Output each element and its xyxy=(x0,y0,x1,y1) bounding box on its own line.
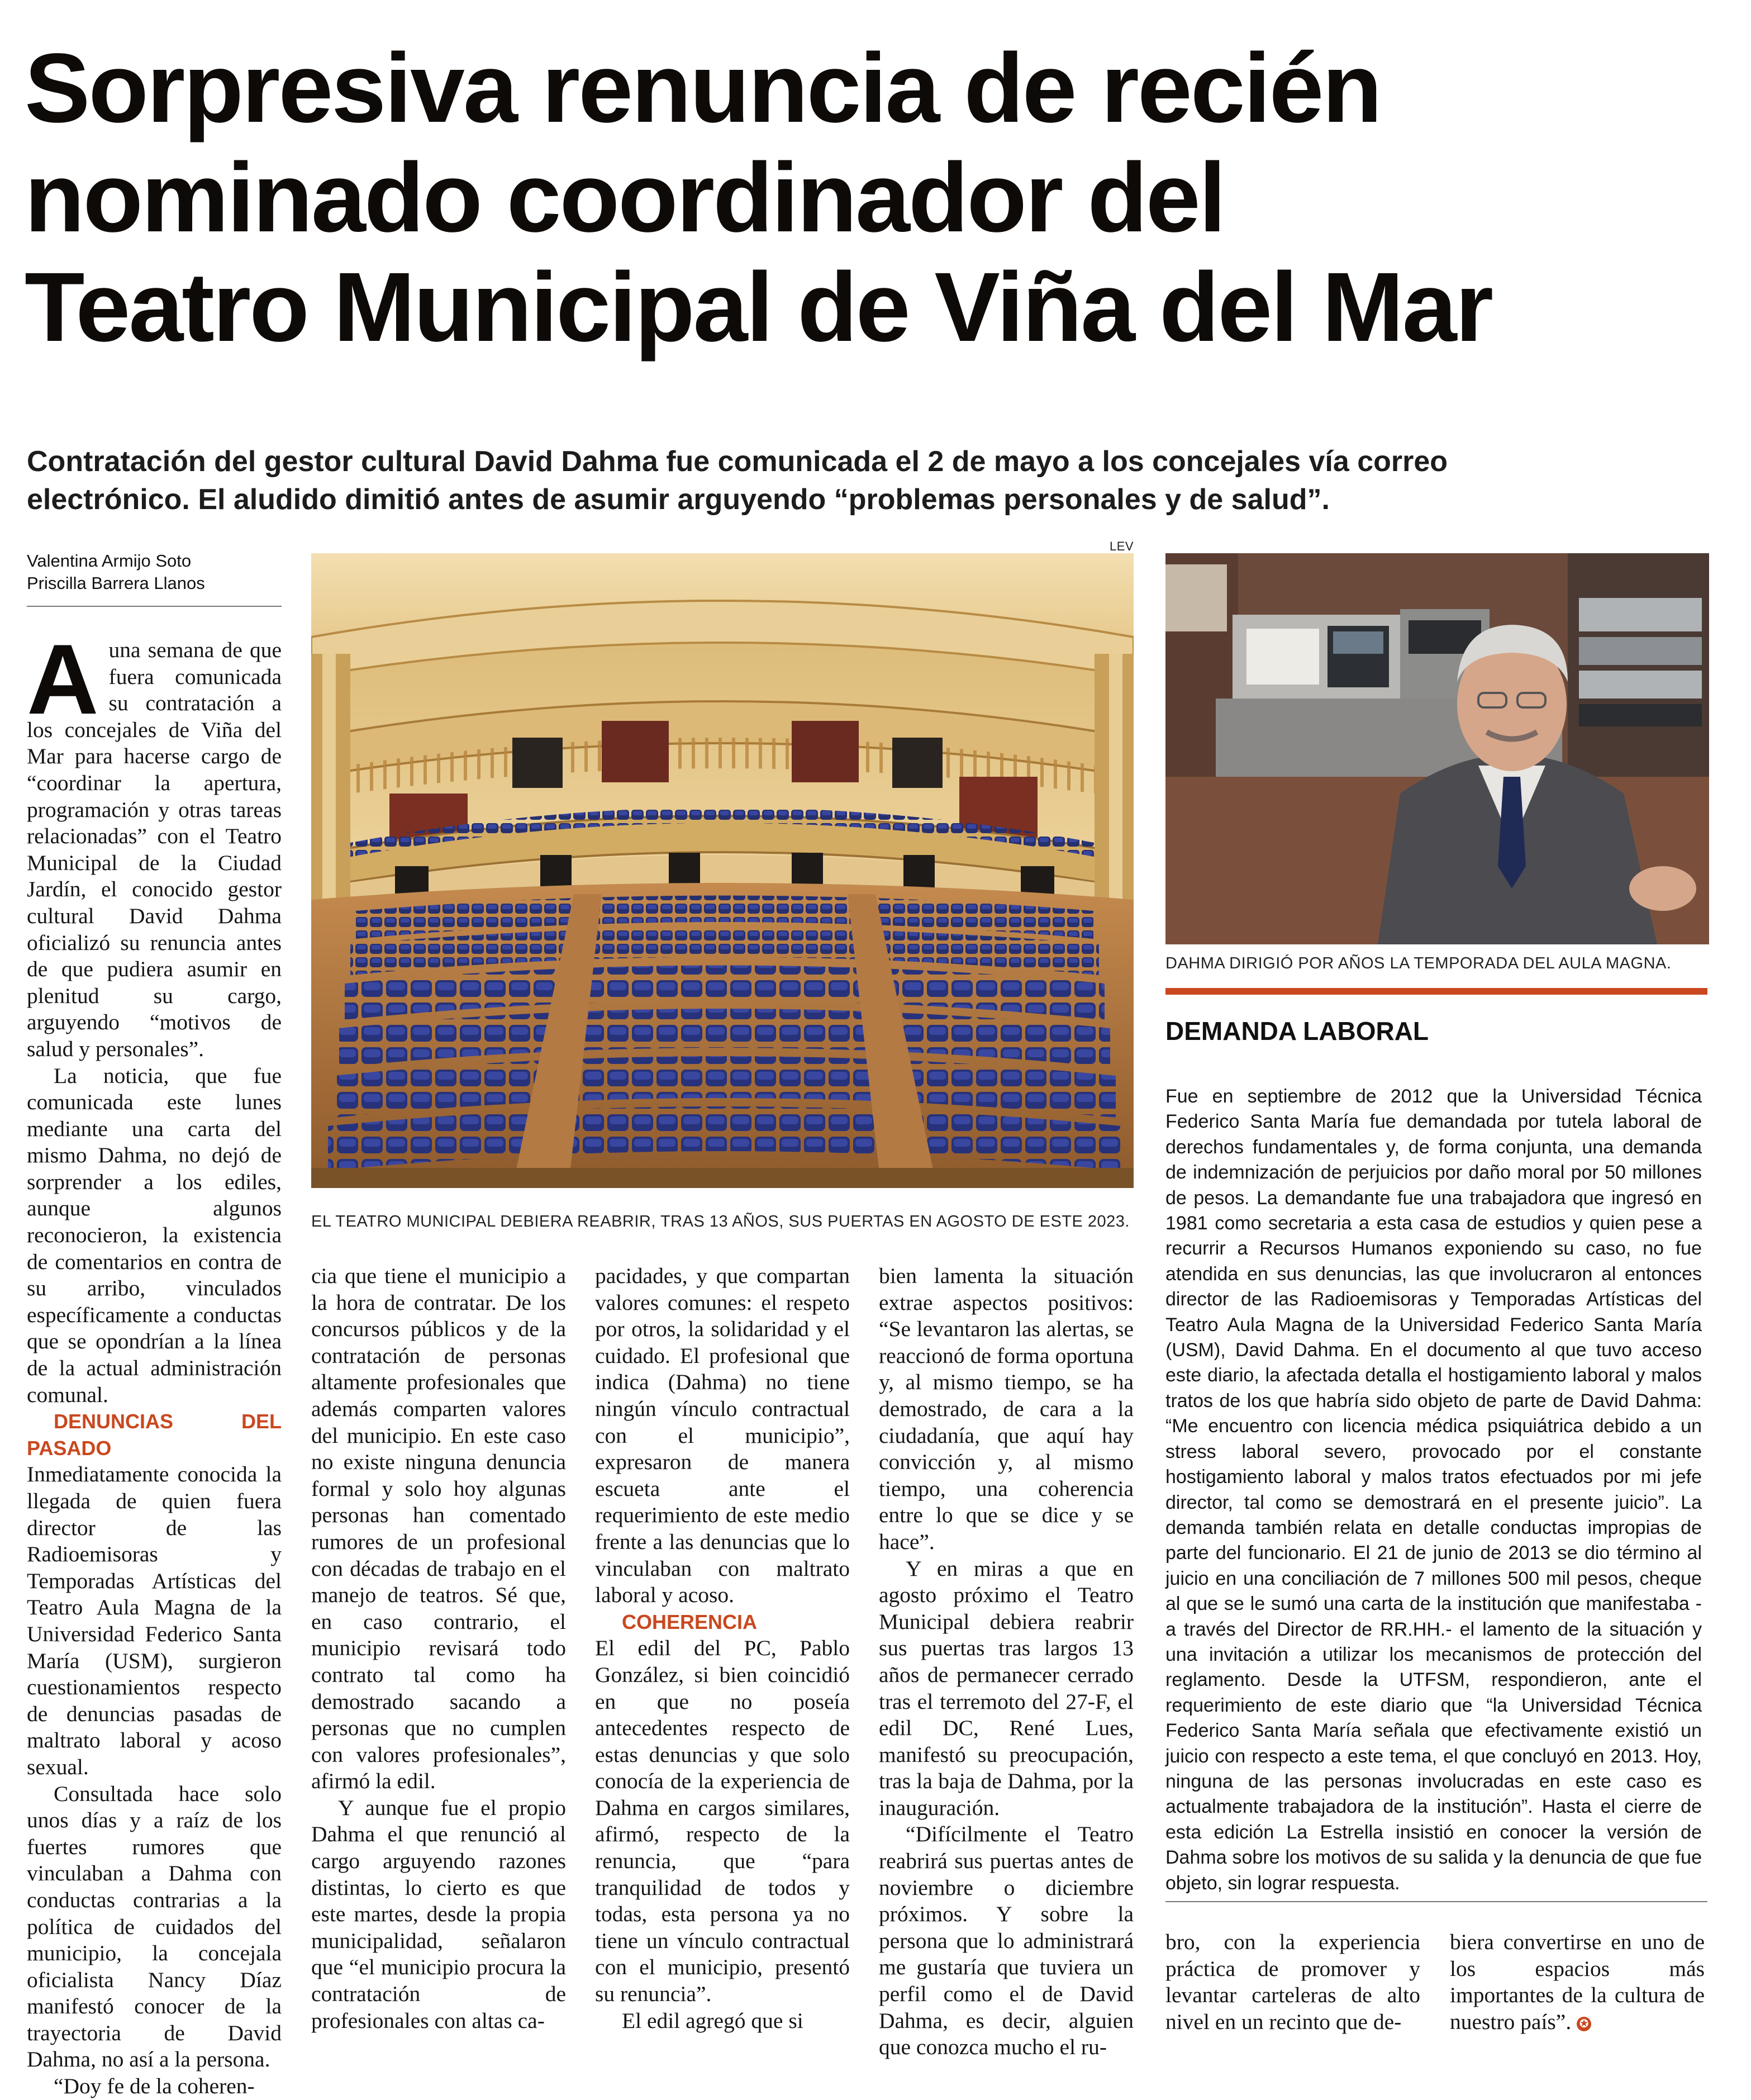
paragraph: bro, con la experiencia práctica de promover y levantar carteleras de alto nivel en un recinto que de- xyxy=(1165,1930,1420,2034)
body-column-1 xyxy=(27,624,282,2100)
paragraph: La noticia, que fue comunicada este lunes mediante una carta del mismo Dahma, no dejó de sorprender a los ediles, aunque algunos reconocieron, la existencia de comentarios en contra de su arribo, vinculados específicamente a conductas que se opondrían a la línea de la actual administración comunal. xyxy=(27,1063,282,1407)
paragraph: El edil agregó que si xyxy=(622,2008,803,2033)
subheading-coherencia: COHERENCIA xyxy=(622,1610,758,1633)
body-column-5 xyxy=(1165,1929,1420,2035)
theater-photo xyxy=(311,553,1134,1188)
paragraph: pacidades, y que compartan valores comunes: el respeto por otros, la solidaridad y el cuidado. El profesional que indica (Dahma) no tiene ningún vínculo contractual con el municipio”, expresaron de manera escueta ante el requerimiento de este medio frente a las denuncias que lo vinculaban con maltrato laboral y acoso. xyxy=(595,1263,850,1608)
photo-credit: LEV xyxy=(1110,539,1134,553)
paragraph: “Doy fe de la coheren- xyxy=(54,2074,255,2099)
paragraph: “Difícilmente el Teatro reabrirá sus puertas antes de noviembre o diciembre próximos. Y sobre la persona que lo administrará me gustaría que tuviera un perfil como el de David Dahma, es decir, alguien que conozca mucho el ru- xyxy=(879,1822,1134,2060)
body-column-2 xyxy=(311,1263,566,2034)
headline xyxy=(25,34,1734,362)
deck-line-1: Contratación del gestor cultural David Dahma fue comunicada el 2 de mayo a los concejales vía correo xyxy=(27,445,1448,478)
sidebar-text: Fue en septiembre de 2012 que la Universidad Técnica Federico Santa María fue demandada por tutela laboral de derechos fundamentales y, de forma conjunta, una demanda de indemnización de perjuicios por daño moral por 50 millones de pesos. La demandante fue una trabajadora que ingresó en 1981 como secretaria a esta casa de estudios y quien pese a recurrir a Recursos Humanos exponiendo su caso, no fue atendida en sus denuncias, las que involucraron al entonces director de las Radioemisoras y Temporadas Artísticas del Teatro Aula Magna de la Universidad Federico Santa María (USM), David Dahma. En el documento al que tuvo acceso este diario, la afectada detalla el hostigamiento laboral y malos tratos de los que habría sido objeto de parte de David Dahma: “Me encuentro con licencia médica psiquiátrica debido a un stress laboral severo, provocado por el constante hostigamiento laboral y malos tratos efectuados por mi jefe director, tal como se demostrará en el presente juicio”. La demanda también relata en detalle conductas impropias de parte del funcionario. El 21 de junio de 2013 se dio término al juicio en una conciliación de 7 millones 500 mil pesos, cheque al que se le sumó una carta de la institución que manifestaba -a través del Director de RR.HH.- el lamento de la situación y una invitación a utilizar los mecanismos de protección del reglamento. Desde la UTFSM, respondieron, ante el requerimiento de este diario que “la Universidad Técnica Federico Santa María señala que efectivamente existió un juicio con respecto a este tema, el que concluyó en 2013. Hoy, ninguna de las personas involucradas en este caso es actualmente trabajadora de la institución”. Hasta el cierre de esta edición La Estrella insistió en conocer la versión de Dahma sobre los motivos de su salida y la denuncia de que fue objeto, sin lograr respuesta. xyxy=(1165,1086,1702,1894)
byline-divider xyxy=(27,606,282,607)
headline-line-2: nominado coordinador del xyxy=(25,143,1225,253)
portrait-caption: DAHMA DIRIGIÓ POR AÑOS LA TEMPORADA DEL AULA MAGNA. xyxy=(1165,954,1672,972)
subheading-denuncias: DENUNCIAS DEL PASADO xyxy=(27,1410,282,1460)
deck xyxy=(27,443,1725,519)
closing-paragraph xyxy=(1450,1929,1705,2035)
paragraph: El edil del PC, Pablo González, si bien coincidió en que no poseía antecedentes respecto de estas denuncias y que solo conocía de la experiencia de Dahma en cargos similares, afirmó, respecto de la renuncia, que “para tranquilidad de todos y todas, esta persona ya no tiene un vínculo contractual con el municipio, presentó su renuncia”. xyxy=(595,1636,850,2007)
headline-line-1: Sorpresiva renuncia de recién xyxy=(25,34,1381,143)
paragraph: Y en miras a que en agosto próximo el Teatro Municipal debiera reabrir sus puertas tras largos 13 años de permanecer cerrado tras el terremoto del 27-F, el edil DC, René Lues, manifestó su preocupación, tras la baja de Dahma, por la inauguración. xyxy=(879,1556,1134,1820)
paragraph: bien lamenta la situación extrae aspectos positivos: “Se levantaron las alertas, se reaccionó de forma oportuna y, al mismo tiempo, se ha demostrado, de cara a la ciudadanía, que aquí hay convicción y, al mismo tiempo, una coherencia entre lo que se dice y se hace”. xyxy=(879,1263,1134,1554)
lead-text: una semana de que fuera comunicada su contratación a los concejales de Viña del Mar para hacerse cargo de “coordinar la apertura, programación y otras tareas relacionadas” con el Teatro Municipal de la Ciudad Jardín, el conocido gestor cultural David Dahma oficializó su renuncia antes de que pudiera asumir en plenitud su cargo, arguyendo “motivos de salud y personales”. xyxy=(27,638,282,1061)
paragraph: Consultada hace solo unos días y a raíz de los fuertes rumores que vinculaban a Dahma con conductas contrarias a la política de cuidados del municipio, la concejala oficialista Nancy Díaz manifestó conocer de la trayectoria de David Dahma, no así a la persona. xyxy=(27,1781,282,2072)
sidebar-accent-bar xyxy=(1165,988,1707,995)
byline xyxy=(27,550,284,595)
sidebar-heading: DEMANDA LABORAL xyxy=(1165,1016,1429,1046)
theater-illustration xyxy=(311,553,1134,1188)
closing-text: biera convertirse en uno de los espacios más importantes de la cultura de nuestro país”. xyxy=(1450,1930,1705,2034)
end-mark-icon: ✪ xyxy=(1577,2017,1591,2031)
main-photo-caption: EL TEATRO MUNICIPAL DEBIERA REABRIR, TRAS 13 AÑOS, SUS PUERTAS EN AGOSTO DE ESTE 2023. xyxy=(311,1213,1130,1230)
drop-cap: A xyxy=(27,624,99,735)
headline-line-3: Teatro Municipal de Viña del Mar xyxy=(25,253,1492,362)
portrait-illustration xyxy=(1165,553,1709,944)
body-column-4 xyxy=(879,1263,1134,2061)
portrait-photo xyxy=(1165,553,1709,944)
deck-line-2: electrónico. El aludido dimitió antes de asumir arguyendo “problemas personales y de salud”. xyxy=(27,483,1330,516)
lead-paragraph xyxy=(27,624,282,1063)
byline-author-2: Priscilla Barrera Llanos xyxy=(27,573,205,593)
body-column-6 xyxy=(1450,1929,1705,2035)
body-column-3 xyxy=(595,1263,850,2034)
sidebar-bottom-rule xyxy=(1165,1901,1707,1902)
paragraph: cia que tiene el municipio a la hora de contratar. De los concursos públicos y de la contratación de personas altamente profesionales que además comparten valores del municipio. En este caso no existe ninguna denuncia formal y solo hoy algunas personas han comentado rumores de un profesional con décadas de trabajo en el manejo de teatros. Sé que, en caso contrario, el municipio revisará todo contrato tal como ha demostrado sacando a personas que no cumplen con valores profesionales”, afirmó la edil. xyxy=(311,1263,566,1794)
paragraph: Inmediatamente conocida la llegada de quien fuera director de las Radioemisoras y Temporadas Artísticas del Teatro Aula Magna de la Universidad Federico Santa María (USM), surgieron cuestionamientos respecto de denuncias pasadas de maltrato laboral y acoso sexual. xyxy=(27,1462,282,1779)
byline-author-1: Valentina Armijo Soto xyxy=(27,551,192,571)
paragraph: Y aunque fue el propio Dahma el que renunció al cargo arguyendo razones distintas, lo cierto es que este martes, desde la propia municipalidad, señalaron que “el municipio procura la contratación de profesionales con altas ca- xyxy=(311,1795,566,2033)
